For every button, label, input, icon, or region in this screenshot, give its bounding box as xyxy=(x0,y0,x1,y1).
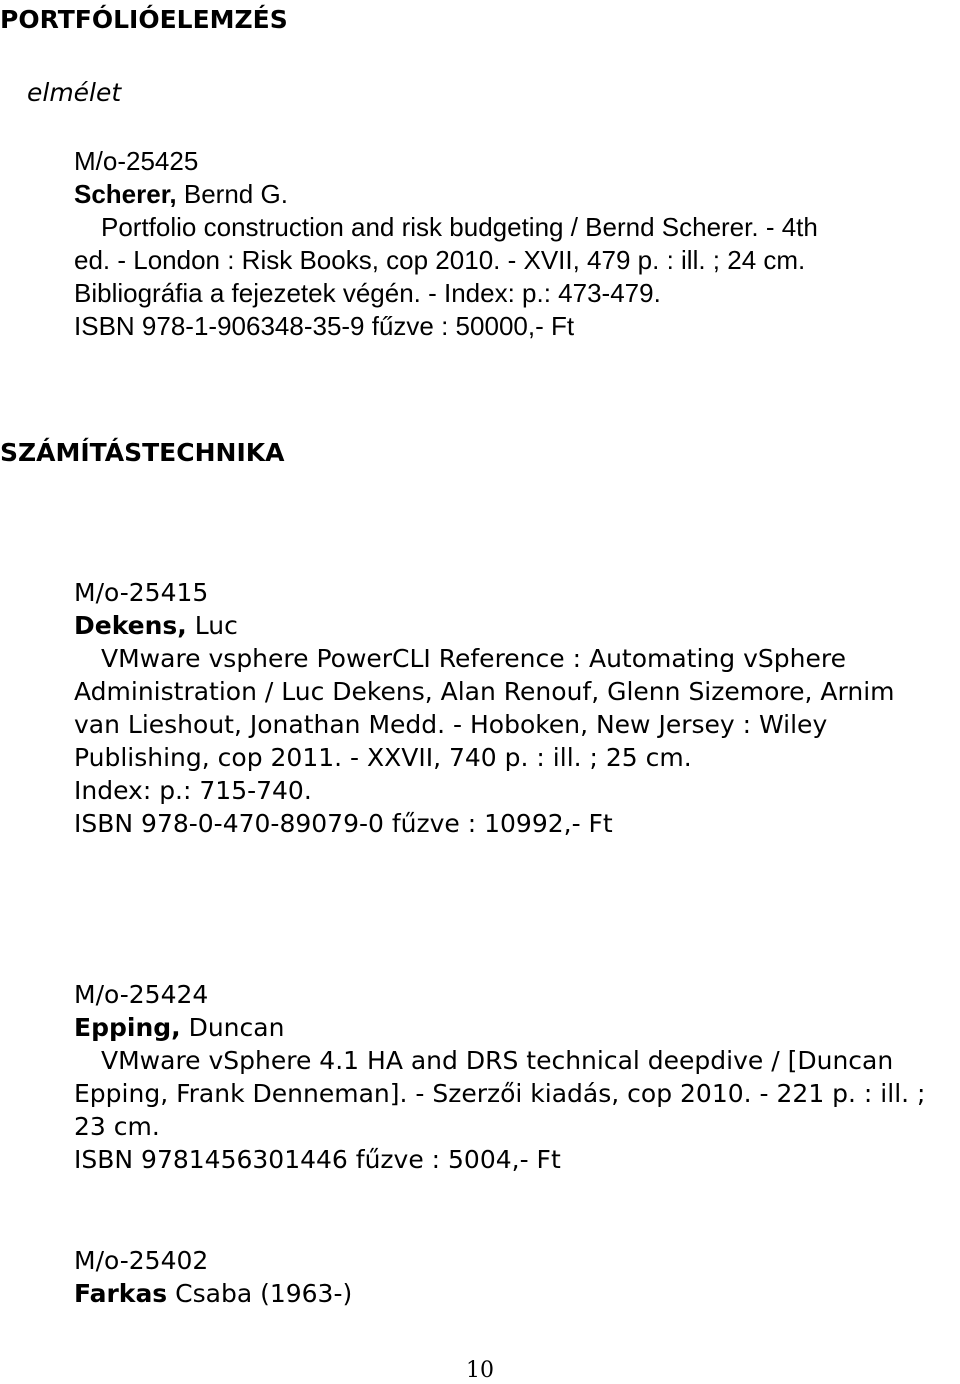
section-heading-portfolio: PORTFÓLIÓELEMZÉS xyxy=(0,5,288,34)
call-number: M/o-25402 xyxy=(74,1246,209,1275)
description-line: Portfolio construction and risk budgeting / Bernd Scherer. - 4th xyxy=(101,212,818,242)
description-line: Publishing, cop 2011. - XXVII, 740 p. : ill. ; 25 cm. xyxy=(74,743,692,772)
author-given-name: Luc xyxy=(186,611,238,640)
description-line: Administration / Luc Dekens, Alan Renouf, Glenn Sizemore, Arnim xyxy=(74,677,895,706)
author-given-name: Duncan xyxy=(180,1013,285,1042)
author-line xyxy=(74,609,954,642)
author-surname: Farkas xyxy=(74,1279,168,1308)
call-number: M/o-25425 xyxy=(74,146,199,176)
page-number: 10 xyxy=(466,1358,494,1383)
catalog-entry xyxy=(74,1244,954,1310)
call-number: M/o-25424 xyxy=(74,980,209,1009)
isbn-line: ISBN 978-0-470-89079-0 fűzve : 10992,- Ft xyxy=(74,809,613,838)
description-line: Index: p.: 715-740. xyxy=(74,776,312,805)
description-line: 23 cm. xyxy=(74,1112,160,1141)
author-surname: Epping, xyxy=(74,1013,181,1042)
description-line: van Lieshout, Jonathan Medd. - Hoboken, New Jersey : Wiley xyxy=(74,710,828,739)
isbn-line: ISBN 978-1-906348-35-9 fűzve : 50000,- Ft xyxy=(74,311,575,341)
call-number: M/o-25415 xyxy=(74,578,209,607)
author-line xyxy=(74,1011,954,1044)
catalog-entry xyxy=(74,145,954,343)
author-given-name: Csaba (1963-) xyxy=(167,1279,353,1308)
author-surname: Scherer, xyxy=(74,179,177,209)
description-line: Epping, Frank Denneman]. - Szerzői kiadás, cop 2010. - 221 p. : ill. ; xyxy=(74,1079,926,1108)
author-line xyxy=(74,1277,954,1310)
description-line: VMware vsphere PowerCLI Reference : Automating vSphere xyxy=(101,644,846,673)
catalog-entry xyxy=(74,978,954,1176)
section-heading-computing: SZÁMÍTÁSTECHNIKA xyxy=(0,438,285,467)
section-subheading-theory: elmélet xyxy=(27,78,122,107)
author-line xyxy=(74,178,954,211)
description-line: VMware vSphere 4.1 HA and DRS technical deepdive / [Duncan xyxy=(101,1046,894,1075)
author-given-name: Bernd G. xyxy=(176,179,288,209)
description-line: Bibliográfia a fejezetek végén. - Index: p.: 473-479. xyxy=(74,278,661,308)
catalog-entry xyxy=(74,576,954,840)
description-line: ed. - London : Risk Books, cop 2010. - XVII, 479 p. : ill. ; 24 cm. xyxy=(74,245,806,275)
isbn-line: ISBN 9781456301446 fűzve : 5004,- Ft xyxy=(74,1145,561,1174)
author-surname: Dekens, xyxy=(74,611,187,640)
